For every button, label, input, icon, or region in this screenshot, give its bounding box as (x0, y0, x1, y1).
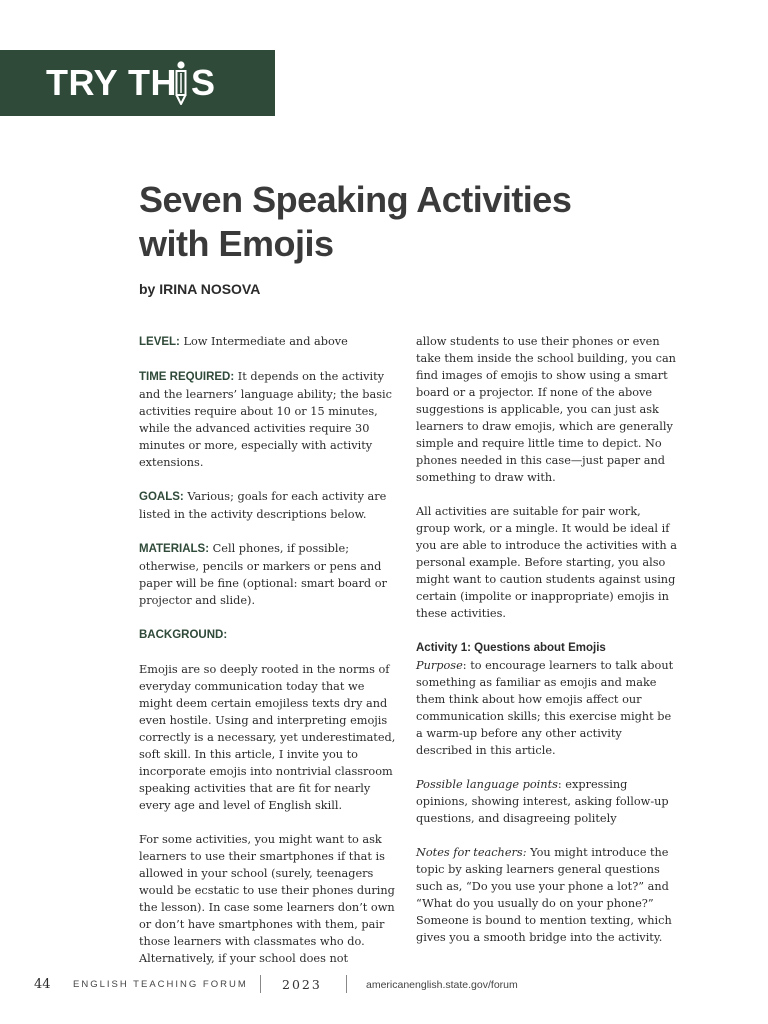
background-paragraph-2: For some activities, you might want to ask learners to use their smartphones if that is allowed in your school (surely, teenagers would be ecstatic to use their phones during the lesson). In case some learners don’t own or don’t have smartphones with them, pair those learners with classmates who do. Alternatively, if your school does not (139, 833, 395, 965)
level-paragraph (139, 333, 401, 351)
title-line-1: Seven Speaking Activities (139, 179, 572, 220)
right-paragraph-1: allow students to use their phones or even take them inside the school building, you can find images of emojis to show using a smart board or a projector. If none of the above suggestions is applicable, you can just ask learners to draw emojis, which are generally simple and require little time to depict. No phones needed in this case—just paper and something to draw with. (416, 335, 676, 484)
left-column (139, 333, 401, 984)
language-points-label: Possible language points (416, 778, 558, 791)
level-label: LEVEL: (139, 336, 180, 348)
website-url[interactable]: americanenglish.state.gov/forum (366, 979, 518, 991)
notes-label: Notes for teachers: (416, 846, 527, 859)
page-number: 44 (34, 977, 51, 992)
right-paragraph-2: All activities are suitable for pair work, group work, or a mingle. It would be ideal if you are able to introduce the activities with a personal example. Before starting, you also might want to caution students against using certain (impolite or inappropriate) emojis in these activities. (416, 505, 677, 620)
banner-text-right: S (191, 62, 216, 103)
background-heading (139, 626, 401, 644)
time-required-label: TIME REQUIRED: (139, 371, 235, 383)
materials-label: MATERIALS: (139, 543, 210, 555)
time-required-text: It depends on the activity and the learners’ language ability; the basic activities require about 10 or 15 minutes, while the advanced activities require 30 minutes or more, especially with activity extensions. (139, 370, 392, 469)
background-paragraph-1: Emojis are so deeply rooted in the norms of everyday communication today that we might deem certain emojiless texts dry and even hostile. Using and interpreting emojis correctly is a necessary, yet underestimated, soft skill. In this article, I invite you to incorporate emojis into nontrivial classroom speaking activities that are fit for nearly every age and level of English skill. (139, 663, 396, 812)
goals-text: Various; goals for each activity are listed in the activity descriptions below. (139, 490, 387, 521)
goals-label: GOALS: (139, 491, 184, 503)
purpose-text: : to encourage learners to talk about something as familiar as emojis and make them think about how emojis affect our communication skills; this exercise might be a warm-up before any other activity described in this article. (416, 659, 674, 757)
pencil-icon (171, 60, 191, 106)
banner-text-left: TRY TH (46, 62, 178, 103)
purpose-label: Purpose (416, 659, 463, 672)
materials-paragraph (139, 540, 401, 609)
language-points-paragraph (416, 776, 678, 827)
activity-1-section (416, 639, 678, 759)
author-byline: by IRINA NOSOVA (139, 281, 261, 297)
journal-name: ENGLISH TEACHING FORUM (73, 979, 248, 990)
page-footer (0, 973, 768, 997)
notes-text: You might introduce the topic by asking learners general questions such as, “Do you use your phone a lot?” and “What do you usually do on your phone?” Someone is bound to mention texting, which gives you a smooth bridge into the activity. (416, 846, 672, 944)
time-required-paragraph (139, 368, 401, 471)
publication-year: 2023 (282, 977, 322, 992)
materials-text: Cell phones, if possible; otherwise, pencils or markers or pens and paper will be fine (optional: smart board or projector and slide). (139, 542, 387, 607)
language-points-text: : expressing opinions, showing interest, asking follow-up questions, and disagreeing politely (416, 778, 669, 825)
title-line-2: with Emojis (139, 223, 334, 264)
try-this-banner (0, 50, 275, 116)
level-text: Low Intermediate and above (179, 335, 348, 348)
footer-divider (260, 975, 261, 993)
background-label: BACKGROUND: (139, 629, 228, 641)
right-column (416, 333, 678, 963)
activity-1-heading: Activity 1: Questions about Emojis (416, 642, 606, 654)
notes-for-teachers-paragraph (416, 844, 678, 946)
footer-divider (346, 975, 347, 993)
goals-paragraph (139, 488, 401, 523)
article-title (139, 178, 659, 266)
